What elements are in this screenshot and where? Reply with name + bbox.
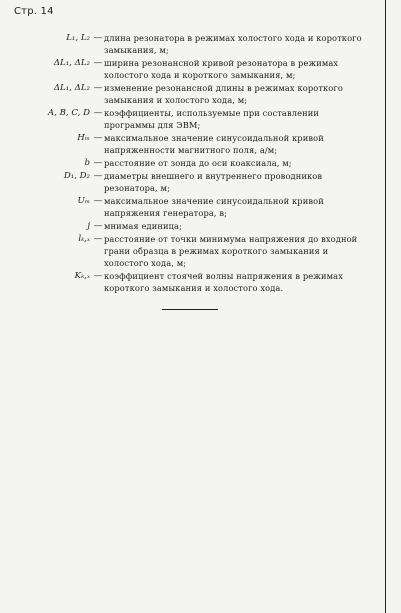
definition-row <box>20 57 365 81</box>
definition-row <box>20 270 365 294</box>
definition-text: расстояние от зонда до оси коаксиала, м; <box>104 158 292 168</box>
definition-symbol: Kₖ,ₓ <box>74 271 90 281</box>
definition-dash: — <box>93 58 103 68</box>
definition-dash: — <box>93 171 103 181</box>
definition-row <box>20 32 365 56</box>
definition-dash: — <box>93 158 103 168</box>
definition-dash: — <box>93 221 103 231</box>
definitions-list <box>20 32 365 295</box>
page-header <box>0 0 386 20</box>
definition-symbol: L₁, L₂ <box>66 33 90 43</box>
definition-row <box>20 220 365 232</box>
definition-row <box>20 170 365 194</box>
definition-text: длина резонатора в режимах холостого хода и короткого замыкания, м; <box>104 33 362 55</box>
definition-row <box>20 233 365 269</box>
definition-symbol: b <box>84 158 90 168</box>
definition-text: максимальное значение синусоидальной кривой напряжения генератора, в; <box>104 196 324 218</box>
definition-symbol: j <box>87 221 90 231</box>
definition-row <box>20 107 365 131</box>
definition-dash: — <box>93 33 103 43</box>
definition-text: максимальное значение синусоидальной кривой напряженности магнитного поля, а/м; <box>104 133 324 155</box>
right-margin-rule <box>385 0 386 613</box>
definition-dash: — <box>93 196 103 206</box>
definition-text: коэффициент стоячей волны напряжения в режимах короткого замыкания и холостого хода. <box>104 271 344 293</box>
definition-text: мнимая единица; <box>104 221 182 231</box>
definition-symbol: Uₘ <box>77 196 90 206</box>
definition-row <box>20 82 365 106</box>
definition-row <box>20 157 365 169</box>
definition-text: коэффициенты, используемые при составлении программы для ЭВМ; <box>104 108 320 130</box>
definition-dash: — <box>93 234 103 244</box>
definition-symbol: ΔL₁, ΔL₂ <box>53 83 90 93</box>
definition-dash: — <box>93 83 103 93</box>
definition-symbol: ΔL₁, ΔL₂ <box>53 58 90 68</box>
definition-row <box>20 132 365 156</box>
definition-symbol: lₖ,ₓ <box>78 234 90 244</box>
definition-text: диаметры внешнего и внутреннего проводников резонатора, м; <box>104 171 323 193</box>
page-number: Стр. 14 <box>14 6 54 17</box>
definition-dash: — <box>93 271 103 281</box>
definition-text: расстояние от точки минимума напряжения до входной грани образца в режимах короткого замыкания и холостого хода, м; <box>104 234 358 268</box>
definition-dash: — <box>93 133 103 143</box>
definition-symbol: D₁, D₂ <box>63 171 90 181</box>
definition-text: изменение резонансной длины в режимах короткого замыкания и холостого хода, м; <box>104 83 343 105</box>
definition-symbol: Hₘ <box>77 133 90 143</box>
definition-dash: — <box>93 108 103 118</box>
definition-row <box>20 195 365 219</box>
definition-symbol: A, B, C, D <box>47 108 90 118</box>
section-end-rule <box>162 309 218 310</box>
definition-text: ширина резонансной кривой резонатора в режимах холостого хода и короткого замыкания, м; <box>104 58 339 80</box>
